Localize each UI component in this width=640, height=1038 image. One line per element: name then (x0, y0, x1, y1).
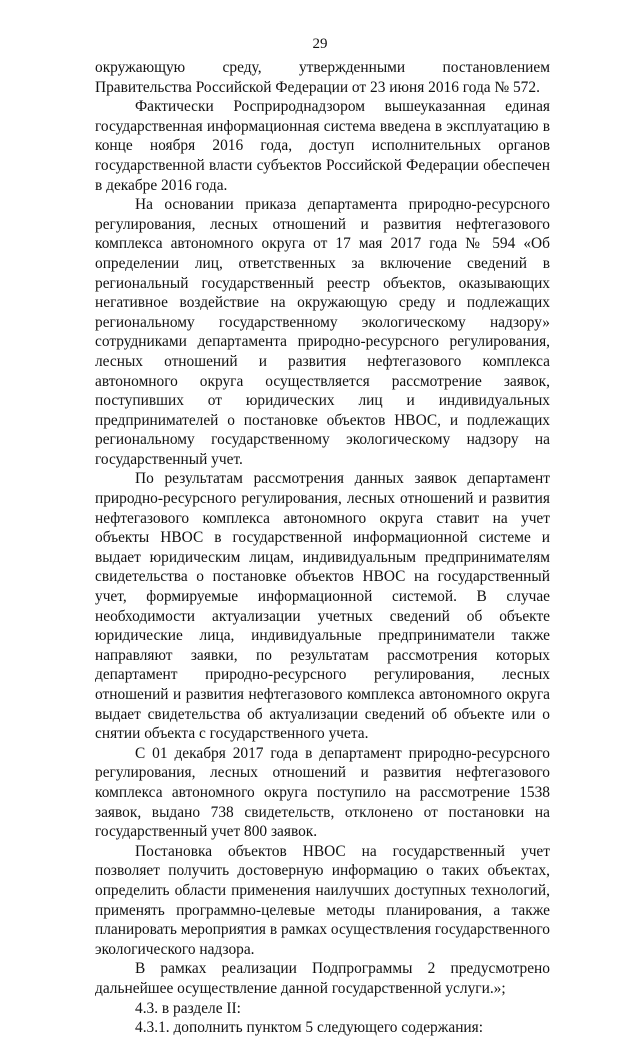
document-body (95, 58, 550, 1038)
paragraph-order-594: На основании приказа департамента природно-ресурсного регулирования, лесных отношений и развития нефтегазового комплекса автономного округа от 17 мая 2017 года № 594 «Об определении лиц, ответственных за включение сведений в региональный государственный реестр объектов, оказывающих негативное воздействие на окружающую среду и подлежащих региональному государственному экологическому надзору» сотрудниками департамента природно-ресурсного регулирования, лесных отношений и развития нефтегазового комплекса автономного округа осуществляется рассмотрение заявок, поступивших от юридических лиц и индивидуальных предпринимателей о постановке объектов НВОС, и подлежащих региональному государственному экологическому надзору на государственный учет. (95, 196, 550, 468)
paragraph-review-results: По результатам рассмотрения данных заявок департамент природно-ресурсного регулирования, лесных отношений и развития нефтегазового комплекса автономного округа ставит на учет объекты НВОС в государственной информационной системе и выдает юридическим лицам, индивидуальным предпринимателям свидетельства о постановке объектов НВОС на государственный учет, формируемые информационной системой. В случае необходимости актуализации учетных сведений об объекте юридические лица, индивидуальные предприниматели также направляют заявки, по результатам рассмотрения которых департамент природно-ресурсного регулирования, лесных отношений и развития нефтегазового комплекса автономного округа выдает свидетельства об актуализации сведений об объекте или о снятии объекта с государственного учета. (95, 470, 550, 743)
page-number: 29 (312, 36, 328, 52)
paragraph-registration-benefits: Постановка объектов НВОС на государственный учет позволяет получить достоверную информацию о таких объектах, определить области применения наилучших доступных технологий, применять программно-целевые методы планирования, а также планировать мероприятия в рамках осуществления государственного экологического надзора. (95, 842, 550, 958)
paragraph-continuation: окружающую среду, утвержденными постановлением Правительства Российской Федерации от 23 июня 2016 года № 572. (95, 59, 550, 96)
paragraph-statistics: С 01 декабря 2017 года в департамент природно-ресурсного регулирования, лесных отношений и развития нефтегазового комплекса автономного округа поступило на рассмотрение 1538 заявок, выдано 738 свидетельств, отклонено от постановки на государственный учет 800 заявок. (95, 744, 550, 841)
paragraph-rosprirodnadzor: Фактически Росприроднадзором вышеуказанная единая государственная информационная система введена в эксплуатацию в конце ноября 2016 года, доступ исполнительных органов государственной власти субъектов Российской Федерации обеспечен в декабре 2016 года. (95, 98, 550, 194)
paragraph-section-4-3: 4.3. в разделе II: (135, 999, 241, 1017)
paragraph-subprogram-2: В рамках реализации Подпрограммы 2 предусмотрено дальнейшее осуществление данной государственной услуги.»; (95, 960, 550, 997)
paragraph-section-4-3-1: 4.3.1. дополнить пунктом 5 следующего содержания: (135, 1019, 484, 1037)
